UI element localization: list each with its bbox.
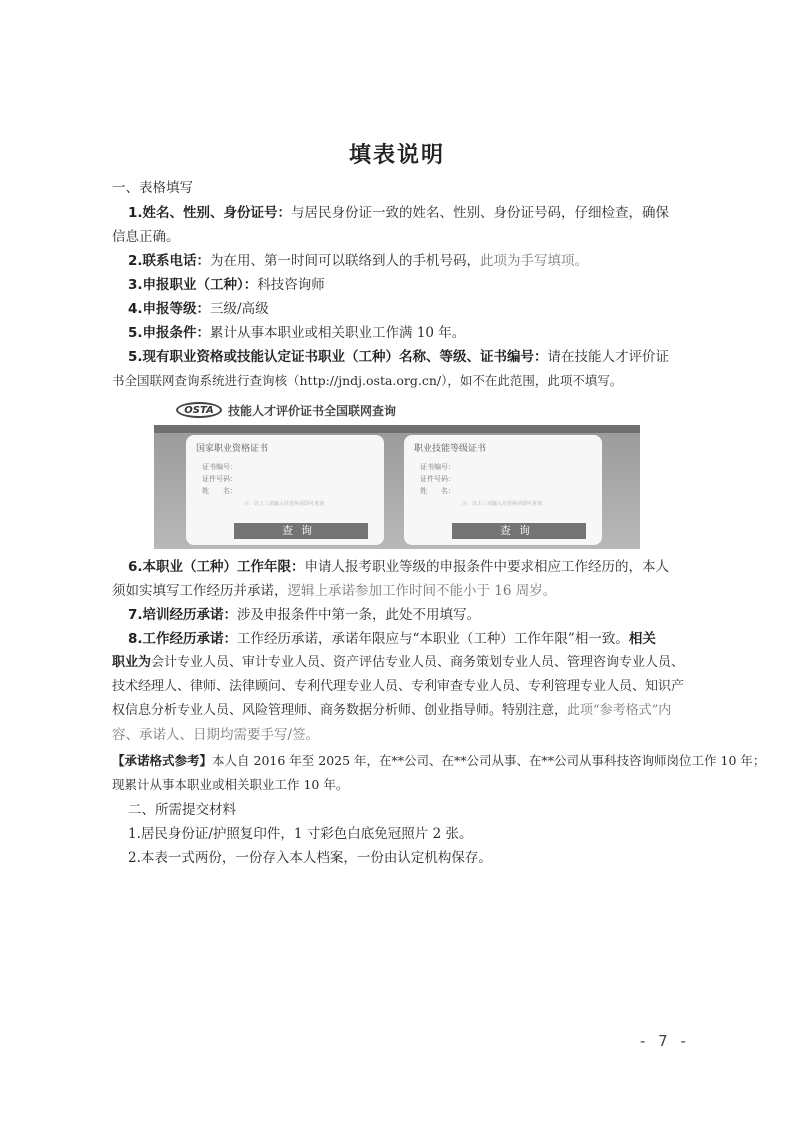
national-certificate-card xyxy=(186,435,384,545)
item-1-text: 与居民身份证一致的姓名、性别、身份证号码，仔细检查，确保 xyxy=(291,205,670,221)
skill-certificate-card xyxy=(404,435,602,545)
card-2-query-button: 查询 xyxy=(452,523,586,539)
item-1-cont: 信息正确。 xyxy=(112,229,180,245)
reference-format-cont: 现累计从事本职业或相关职业工作 10 年。 xyxy=(112,777,349,792)
item-8-line2-text: 会计专业人员、审计专业人员、资产评估专业人员、商务策划专业人员、管理咨询专业人员、 xyxy=(151,655,685,670)
card-2-title: 职业技能等级证书 xyxy=(414,444,487,454)
item-5-text: 累计从事本职业或相关职业工作满 10 年。 xyxy=(210,325,466,341)
item-6-cont-note: 逻辑上承诺参加工作时间不能小于 16 周岁。 xyxy=(287,583,557,599)
item-8-key: 8.工作经历承诺： xyxy=(128,631,238,647)
reference-format xyxy=(112,749,766,773)
item-1 xyxy=(128,201,708,225)
item-6 xyxy=(128,555,708,579)
item-3-key: 3.申报职业（工种）： xyxy=(128,277,258,293)
card-1-title: 国家职业资格证书 xyxy=(196,444,269,454)
item-5 xyxy=(128,321,708,345)
item-5b xyxy=(128,345,708,369)
card-2-note: 注：以上三项输入任意两项即可查询 xyxy=(462,501,543,507)
card-1-row-cert-no: 证书编号： xyxy=(202,463,237,471)
item-8-line2 xyxy=(112,651,692,675)
item-8-text: 工作经历承诺，承诺年限应与“本职业（工种）工作年限”相一致。 xyxy=(237,631,629,647)
item-7 xyxy=(128,603,708,627)
item-4-key: 4.申报等级： xyxy=(128,301,211,317)
item-8-line5: 容、承诺人、日期均需要手写/签。 xyxy=(112,727,320,743)
item-3-text: 科技咨询师 xyxy=(257,277,325,293)
item-4 xyxy=(128,297,708,321)
query-system-screenshot xyxy=(154,425,640,549)
reference-format-text: 本人自 2016 年至 2025 年，在**公司、在**公司从事、在**公司从事科技咨询师岗位工作 10 年； xyxy=(212,753,766,768)
item-2-text: 为在用、第一时间可以联络到人的手机号码， xyxy=(210,253,481,269)
reference-format-key: 【承诺格式参考】 xyxy=(112,753,213,768)
card-2-row-cert-no: 证书编号： xyxy=(420,463,455,471)
item-3 xyxy=(128,273,708,297)
card-1-row-id-no: 证件号码： xyxy=(202,475,237,483)
item-6-cont-text: 须如实填写工作经历并承诺， xyxy=(112,583,288,599)
item-2 xyxy=(128,249,708,273)
page-number: - 7 - xyxy=(640,1032,690,1050)
item-8-line4 xyxy=(112,699,692,723)
material-2: 2.本表一式两份，一份存入本人档案，一份由认定机构保存。 xyxy=(128,850,492,866)
item-4-text: 三级/高级 xyxy=(210,301,269,317)
item-2-key: 2.联系电话： xyxy=(128,253,211,269)
item-8-line2-key: 职业为 xyxy=(112,655,152,670)
page-title: 填表说明 xyxy=(348,143,445,168)
material-1: 1.居民身份证/护照复印件，1 寸彩色白底免冠照片 2 张。 xyxy=(128,826,473,842)
item-6-cont xyxy=(112,579,692,603)
item-8-key2: 相关 xyxy=(628,631,656,647)
item-5b-key: 5.现有职业资格或技能认定证书职业（工种）名称、等级、证书编号： xyxy=(128,349,548,365)
section-heading-2: 二、所需提交材料 xyxy=(128,802,236,818)
item-5b-text: 请在技能人才评价证 xyxy=(547,349,670,365)
osta-header-title: 技能人才评价证书全国联网查询 xyxy=(228,403,397,418)
item-8-line4-text: 权信息分析专业人员、风险管理师、商务数据分析师、创业指导师。特别注意， xyxy=(112,703,568,718)
screenshot-top-band xyxy=(154,425,640,433)
card-1-query-button: 查询 xyxy=(234,523,368,539)
item-1-key: 1.姓名、性别、身份证号： xyxy=(128,205,292,221)
item-6-key: 6.本职业（工种）工作年限： xyxy=(128,559,305,575)
osta-header xyxy=(176,400,476,420)
osta-logo: OSTA xyxy=(176,402,222,418)
card-2-row-id-no: 证件号码： xyxy=(420,475,455,483)
item-6-text: 申请人报考职业等级的申报条件中要求相应工作经历的，本人 xyxy=(304,559,670,575)
item-7-key: 7.培训经历承诺： xyxy=(128,607,238,623)
item-2-note: 此项为手写填项。 xyxy=(480,253,589,269)
item-8 xyxy=(128,627,708,651)
item-7-text: 涉及申报条件中第一条，此处不用填写。 xyxy=(237,607,481,623)
item-5-key: 5.申报条件： xyxy=(128,325,211,341)
card-1-row-name: 姓 名： xyxy=(202,487,237,495)
item-8-line3: 技术经理人、律师、法律顾问、专利代理专业人员、专利审查专业人员、专利管理专业人员、知识产 xyxy=(112,679,685,694)
card-2-row-name: 姓 名： xyxy=(420,487,455,495)
item-8-line4-note: 此项“参考格式”内 xyxy=(567,703,672,718)
card-1-note: 注：以上三项输入任意两项即可查询 xyxy=(244,501,325,507)
section-heading-1: 一、表格填写 xyxy=(112,180,193,196)
item-5b-cont: 书全国联网查询系统进行查询核（http://jndj.osta.org.cn/），如不在此范围，此项不填写。 xyxy=(112,373,623,388)
